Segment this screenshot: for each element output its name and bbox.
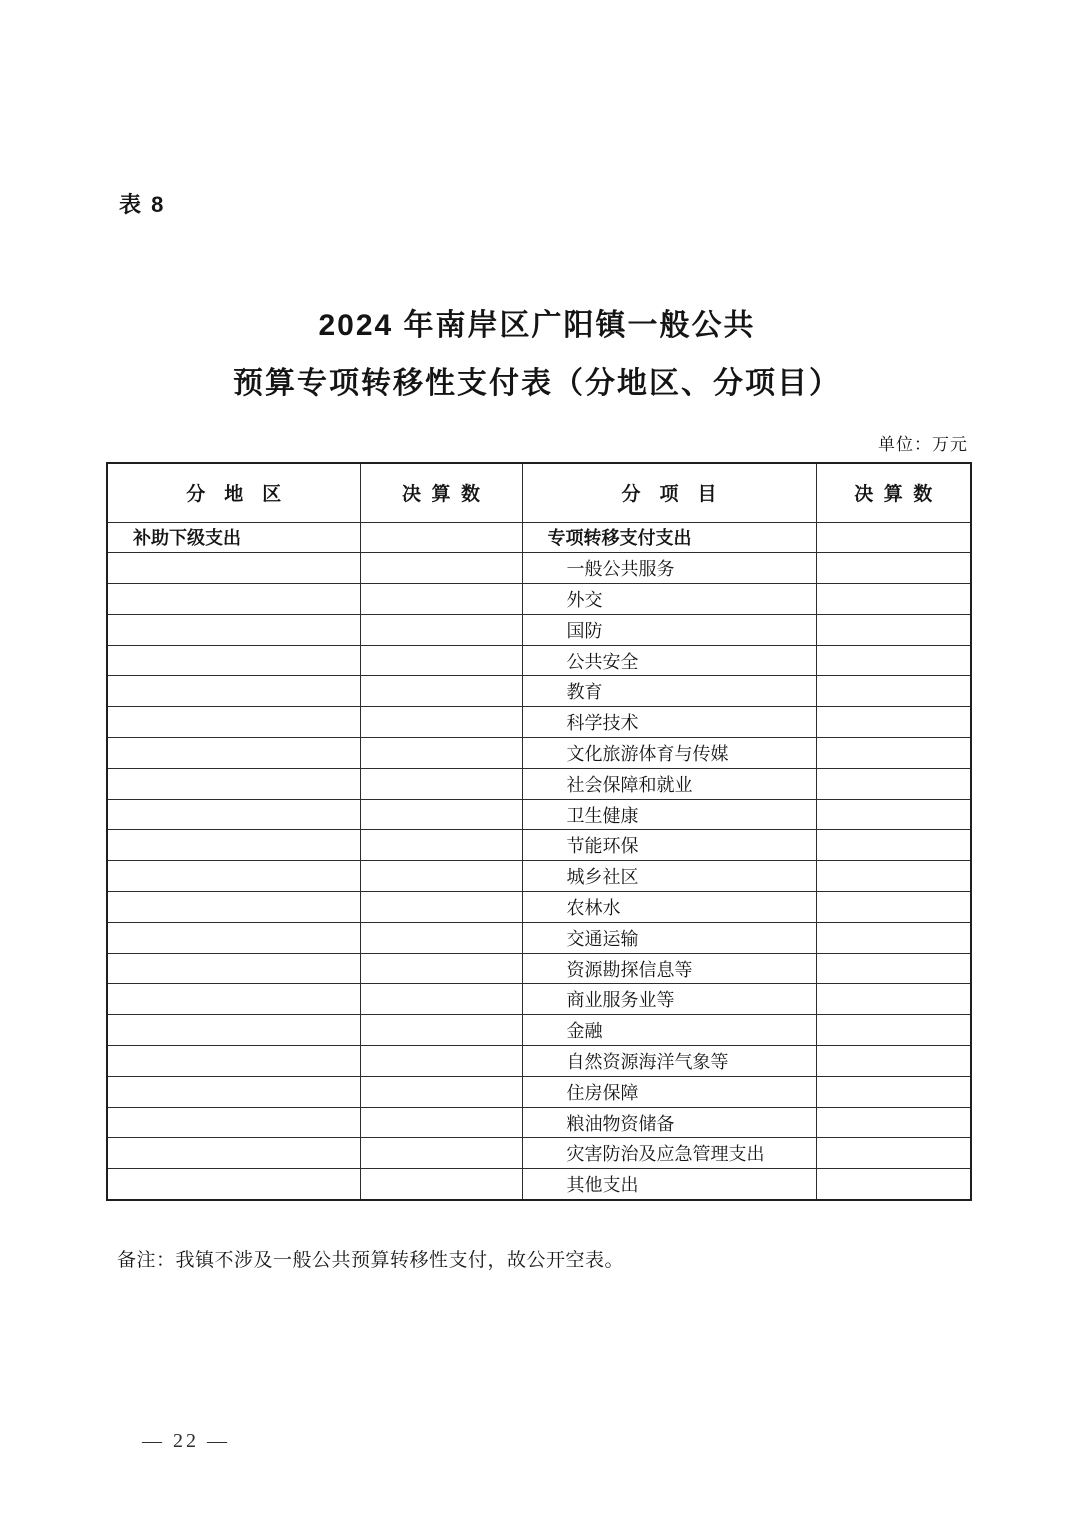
region-cell bbox=[107, 1076, 360, 1107]
region-amount-cell bbox=[360, 1076, 522, 1107]
item-amount-cell bbox=[816, 1138, 971, 1169]
item-cell: 卫生健康 bbox=[522, 799, 816, 830]
region-amount-cell bbox=[360, 645, 522, 676]
item-amount-cell bbox=[816, 707, 971, 738]
region-cell bbox=[107, 830, 360, 861]
document-title bbox=[0, 297, 1074, 413]
item-amount-cell bbox=[816, 953, 971, 984]
region-amount-cell bbox=[360, 799, 522, 830]
item-amount-cell bbox=[816, 522, 971, 553]
item-amount-cell bbox=[816, 922, 971, 953]
region-amount-cell bbox=[360, 707, 522, 738]
unit-note: 单位：万元 bbox=[878, 435, 968, 454]
region-amount-cell bbox=[360, 892, 522, 923]
table-row bbox=[107, 676, 971, 707]
region-cell bbox=[107, 614, 360, 645]
region-cell bbox=[107, 799, 360, 830]
region-cell bbox=[107, 584, 360, 615]
region-amount-cell bbox=[360, 830, 522, 861]
item-amount-cell bbox=[816, 984, 971, 1015]
budget-table bbox=[106, 462, 972, 1201]
table-row bbox=[107, 922, 971, 953]
table-row bbox=[107, 614, 971, 645]
region-cell bbox=[107, 676, 360, 707]
item-amount-cell bbox=[816, 861, 971, 892]
table-row bbox=[107, 553, 971, 584]
region-cell bbox=[107, 1015, 360, 1046]
item-cell: 商业服务业等 bbox=[522, 984, 816, 1015]
region-cell bbox=[107, 738, 360, 769]
region-cell bbox=[107, 1138, 360, 1169]
item-cell: 住房保障 bbox=[522, 1076, 816, 1107]
item-cell: 教育 bbox=[522, 676, 816, 707]
document-title-line1: 2024 年南岸区广阳镇一般公共 bbox=[318, 309, 756, 342]
item-amount-cell bbox=[816, 1015, 971, 1046]
item-cell: 灾害防治及应急管理支出 bbox=[522, 1138, 816, 1169]
region-cell bbox=[107, 892, 360, 923]
item-amount-cell bbox=[816, 614, 971, 645]
region-amount-cell bbox=[360, 738, 522, 769]
item-cell: 一般公共服务 bbox=[522, 553, 816, 584]
item-cell: 专项转移支付支出 bbox=[522, 522, 816, 553]
item-cell: 自然资源海洋气象等 bbox=[522, 1046, 816, 1077]
item-cell: 粮油物资储备 bbox=[522, 1107, 816, 1138]
item-cell: 科学技术 bbox=[522, 707, 816, 738]
region-cell: 补助下级支出 bbox=[107, 522, 360, 553]
page-number: — 22 — bbox=[142, 1430, 230, 1452]
table-row bbox=[107, 1046, 971, 1077]
table-row bbox=[107, 1107, 971, 1138]
item-cell: 外交 bbox=[522, 584, 816, 615]
region-cell bbox=[107, 1169, 360, 1200]
item-amount-cell bbox=[816, 1169, 971, 1200]
item-cell: 国防 bbox=[522, 614, 816, 645]
header-region: 分 地 区 bbox=[107, 463, 360, 522]
region-amount-cell bbox=[360, 1138, 522, 1169]
region-cell bbox=[107, 707, 360, 738]
item-amount-cell bbox=[816, 1046, 971, 1077]
region-amount-cell bbox=[360, 922, 522, 953]
region-amount-cell bbox=[360, 984, 522, 1015]
item-amount-cell bbox=[816, 1076, 971, 1107]
item-amount-cell bbox=[816, 553, 971, 584]
table-row bbox=[107, 1076, 971, 1107]
item-amount-cell bbox=[816, 645, 971, 676]
table-number-label: 表 8 bbox=[119, 192, 166, 217]
region-amount-cell bbox=[360, 861, 522, 892]
header-final-amount-right: 决 算 数 bbox=[816, 463, 971, 522]
region-cell bbox=[107, 1046, 360, 1077]
item-cell: 节能环保 bbox=[522, 830, 816, 861]
table-row bbox=[107, 738, 971, 769]
table-row bbox=[107, 1169, 971, 1200]
table-row bbox=[107, 861, 971, 892]
header-item: 分 项 目 bbox=[522, 463, 816, 522]
region-amount-cell bbox=[360, 768, 522, 799]
region-amount-cell bbox=[360, 953, 522, 984]
table-row bbox=[107, 953, 971, 984]
item-amount-cell bbox=[816, 738, 971, 769]
region-cell bbox=[107, 768, 360, 799]
document-title-line2: 预算专项转移性支付表（分地区、分项目） bbox=[233, 367, 841, 400]
table-row bbox=[107, 1138, 971, 1169]
table-row bbox=[107, 799, 971, 830]
item-cell: 公共安全 bbox=[522, 645, 816, 676]
region-cell bbox=[107, 861, 360, 892]
region-cell bbox=[107, 922, 360, 953]
table-row bbox=[107, 768, 971, 799]
table-row bbox=[107, 984, 971, 1015]
table-row bbox=[107, 707, 971, 738]
item-cell: 交通运输 bbox=[522, 922, 816, 953]
item-amount-cell bbox=[816, 830, 971, 861]
table-header-row bbox=[107, 463, 971, 522]
region-cell bbox=[107, 645, 360, 676]
region-amount-cell bbox=[360, 1107, 522, 1138]
item-amount-cell bbox=[816, 892, 971, 923]
item-cell: 城乡社区 bbox=[522, 861, 816, 892]
region-cell bbox=[107, 984, 360, 1015]
item-amount-cell bbox=[816, 1107, 971, 1138]
header-final-amount-left: 决 算 数 bbox=[360, 463, 522, 522]
table-row bbox=[107, 830, 971, 861]
item-amount-cell bbox=[816, 676, 971, 707]
item-cell: 资源勘探信息等 bbox=[522, 953, 816, 984]
table-row bbox=[107, 584, 971, 615]
region-amount-cell bbox=[360, 676, 522, 707]
item-amount-cell bbox=[816, 584, 971, 615]
region-cell bbox=[107, 1107, 360, 1138]
item-cell: 金融 bbox=[522, 1015, 816, 1046]
item-cell: 农林水 bbox=[522, 892, 816, 923]
item-cell: 其他支出 bbox=[522, 1169, 816, 1200]
remark-note: 备注：我镇不涉及一般公共预算转移性支付，故公开空表。 bbox=[117, 1250, 625, 1271]
region-amount-cell bbox=[360, 584, 522, 615]
table-row bbox=[107, 1015, 971, 1046]
region-amount-cell bbox=[360, 553, 522, 584]
item-cell: 社会保障和就业 bbox=[522, 768, 816, 799]
item-cell: 文化旅游体育与传媒 bbox=[522, 738, 816, 769]
table-row bbox=[107, 522, 971, 553]
table-row bbox=[107, 645, 971, 676]
region-amount-cell bbox=[360, 1015, 522, 1046]
region-amount-cell bbox=[360, 1169, 522, 1200]
region-amount-cell bbox=[360, 522, 522, 553]
region-cell bbox=[107, 953, 360, 984]
budget-table-body bbox=[107, 522, 971, 1200]
item-amount-cell bbox=[816, 799, 971, 830]
region-amount-cell bbox=[360, 614, 522, 645]
item-amount-cell bbox=[816, 768, 971, 799]
region-amount-cell bbox=[360, 1046, 522, 1077]
table-row bbox=[107, 892, 971, 923]
region-cell bbox=[107, 553, 360, 584]
